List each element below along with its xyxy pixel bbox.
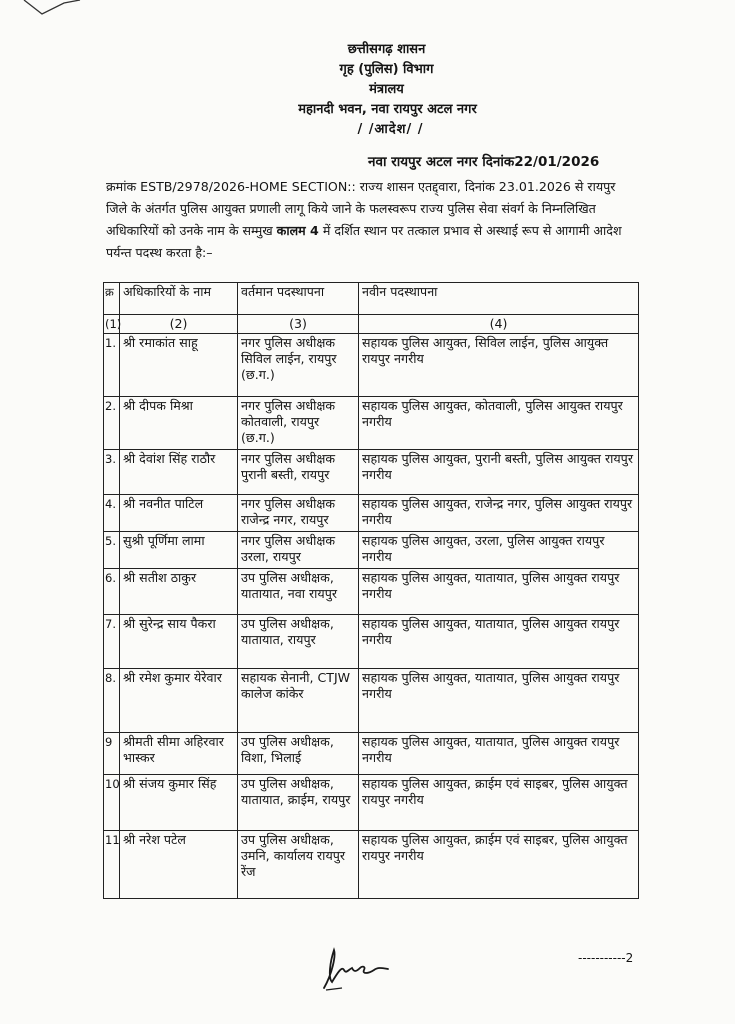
govt-name: छत्तीसगढ़ शासन xyxy=(347,42,426,57)
serial-number: 8. xyxy=(104,669,120,733)
current-posting: उप पुलिस अधीक्षक, यातायात, क्राईम, रायपुर xyxy=(238,775,359,831)
new-posting: सहायक पुलिस आयुक्त, राजेन्द्र नगर, पुलिस आयुक्त रायपुर नगरीय xyxy=(359,495,639,532)
column-number: (1) xyxy=(104,315,120,334)
table-row xyxy=(104,733,639,775)
current-posting: उप पुलिस अधीक्षक, यातायात, रायपुर xyxy=(238,615,359,669)
serial-number: 11 xyxy=(104,831,120,899)
officer-name: श्री नरेश पटेल xyxy=(120,831,238,899)
officer-name: श्रीमती सीमा अहिरवार भास्कर xyxy=(120,733,238,775)
serial-number: 6. xyxy=(104,569,120,615)
page-corner-mark xyxy=(22,0,82,18)
new-posting: सहायक पुलिस आयुक्त, पुरानी बस्ती, पुलिस आयुक्त रायपुर नगरीय xyxy=(359,450,639,495)
officer-name: श्री नवनीत पाटिल xyxy=(120,495,238,532)
serial-number: 4. xyxy=(104,495,120,532)
officer-name: श्री सुरेन्द्र साय पैकरा xyxy=(120,615,238,669)
new-posting: सहायक पुलिस आयुक्त, यातायात, पुलिस आयुक्त रायपुर नगरीय xyxy=(359,733,639,775)
table-row xyxy=(104,450,639,495)
table-header-row xyxy=(104,283,639,315)
serial-number: 2. xyxy=(104,397,120,450)
col-header-sn: क्र xyxy=(104,283,120,315)
serial-number: 1. xyxy=(104,334,120,397)
column-number-row xyxy=(104,315,639,334)
letterhead xyxy=(0,40,735,140)
table-row xyxy=(104,669,639,733)
current-posting: उप पुलिस अधीक्षक, उमनि, कार्यालय रायपुर रेंज xyxy=(238,831,359,899)
officer-name: श्री सतीश ठाकुर xyxy=(120,569,238,615)
new-posting: सहायक पुलिस आयुक्त, क्राईम एवं साइबर, पुलिस आयुक्त रायपुर नगरीय xyxy=(359,831,639,899)
table-row xyxy=(104,397,639,450)
officer-signature xyxy=(318,944,398,994)
new-posting: सहायक पुलिस आयुक्त, यातायात, पुलिस आयुक्त रायपुर नगरीय xyxy=(359,615,639,669)
serial-number: 7. xyxy=(104,615,120,669)
col-header-new: नवीन पदस्थापना xyxy=(359,283,639,315)
new-posting: सहायक पुलिस आयुक्त, सिविल लाईन, पुलिस आयुक्त रायपुर नगरीय xyxy=(359,334,639,397)
posting-table xyxy=(103,282,639,899)
officer-name: श्री संजय कुमार सिंह xyxy=(120,775,238,831)
new-posting: सहायक पुलिस आयुक्त, क्राईम एवं साइबर, पुलिस आयुक्त रायपुर नगरीय xyxy=(359,775,639,831)
current-posting: उप पुलिस अधीक्षक, यातायात, नवा रायपुर xyxy=(238,569,359,615)
officer-name: सुश्री पूर्णिमा लामा xyxy=(120,532,238,569)
department-name: गृह (पुलिस) विभाग xyxy=(339,62,434,77)
ministry-name: मंत्रालय xyxy=(369,82,404,97)
current-posting: नगर पुलिस अधीक्षक सिविल लाईन, रायपुर (छ.ग.) xyxy=(238,334,359,397)
order-reference-number: क्रमांक ESTB/2978/2026-HOME SECTION:: xyxy=(106,179,356,194)
table-row xyxy=(104,532,639,569)
current-posting: सहायक सेनानी, CTJW कालेज कांकेर xyxy=(238,669,359,733)
serial-number: 5. xyxy=(104,532,120,569)
order-heading: / /आदेश/ / xyxy=(357,122,424,137)
serial-number: 3. xyxy=(104,450,120,495)
table-row xyxy=(104,831,639,899)
office-address: महानदी भवन, नवा रायपुर अटल नगर xyxy=(298,102,477,117)
new-posting: सहायक पुलिस आयुक्त, कोतवाली, पुलिस आयुक्त रायपुर नगरीय xyxy=(359,397,639,450)
current-posting: उप पुलिस अधीक्षक, विशा, भिलाई xyxy=(238,733,359,775)
column-number: (2) xyxy=(120,315,238,334)
officer-name: श्री रमाकांत साहू xyxy=(120,334,238,397)
column-number: (3) xyxy=(238,315,359,334)
table-row xyxy=(104,775,639,831)
table-row xyxy=(104,615,639,669)
serial-number: 9 xyxy=(104,733,120,775)
current-posting: नगर पुलिस अधीक्षक पुरानी बस्ती, रायपुर xyxy=(238,450,359,495)
current-posting: नगर पुलिस अधीक्षक राजेन्द्र नगर, रायपुर xyxy=(238,495,359,532)
col-header-name: अधिकारियों के नाम xyxy=(120,283,238,315)
officer-name: श्री रमेश कुमार येरेवार xyxy=(120,669,238,733)
officer-name: श्री देवांश सिंह राठौर xyxy=(120,450,238,495)
new-posting: सहायक पुलिस आयुक्त, यातायात, पुलिस आयुक्त रायपुर नगरीय xyxy=(359,569,639,615)
page-continuation-marker: -----------2 xyxy=(578,951,634,965)
place-and-date: नवा रायपुर अटल नगर दिनांक22/01/2026 xyxy=(368,154,600,170)
table-row xyxy=(104,495,639,532)
current-posting: नगर पुलिस अधीक्षक उरला, रायपुर xyxy=(238,532,359,569)
officer-name: श्री दीपक मिश्रा xyxy=(120,397,238,450)
table-row xyxy=(104,569,639,615)
order-paragraph xyxy=(106,176,634,264)
new-posting: सहायक पुलिस आयुक्त, उरला, पुलिस आयुक्त रायपुर नगरीय xyxy=(359,532,639,569)
order-text-bold: कालम 4 xyxy=(276,223,319,238)
column-number: (4) xyxy=(359,315,639,334)
table-row xyxy=(104,334,639,397)
current-posting: नगर पुलिस अधीक्षक कोतवाली, रायपुर (छ.ग.) xyxy=(238,397,359,450)
order-text-part1: राज्य शासन एतद्द्वारा, दिनांक 23.01.2026 से रायपुर जिले के अंतर्गत पुलिस आयुक्त प्रणाली लागू किये जाने के फलस्वरूप राज्य पुलिस सेवा संवर्ग के निम्नलिखित अधिकारियों को उनके नाम के सम्मुख xyxy=(106,179,616,238)
col-header-current: वर्तमान पदस्थापना xyxy=(238,283,359,315)
order-text-part2: में दर्शित स्थान पर तत्काल प्रभाव से अस्थाई रूप से आगामी आदेश पर्यन्त पदस्थ करता है:– xyxy=(106,223,622,260)
serial-number: 10 xyxy=(104,775,120,831)
new-posting: सहायक पुलिस आयुक्त, यातायात, पुलिस आयुक्त रायपुर नगरीय xyxy=(359,669,639,733)
